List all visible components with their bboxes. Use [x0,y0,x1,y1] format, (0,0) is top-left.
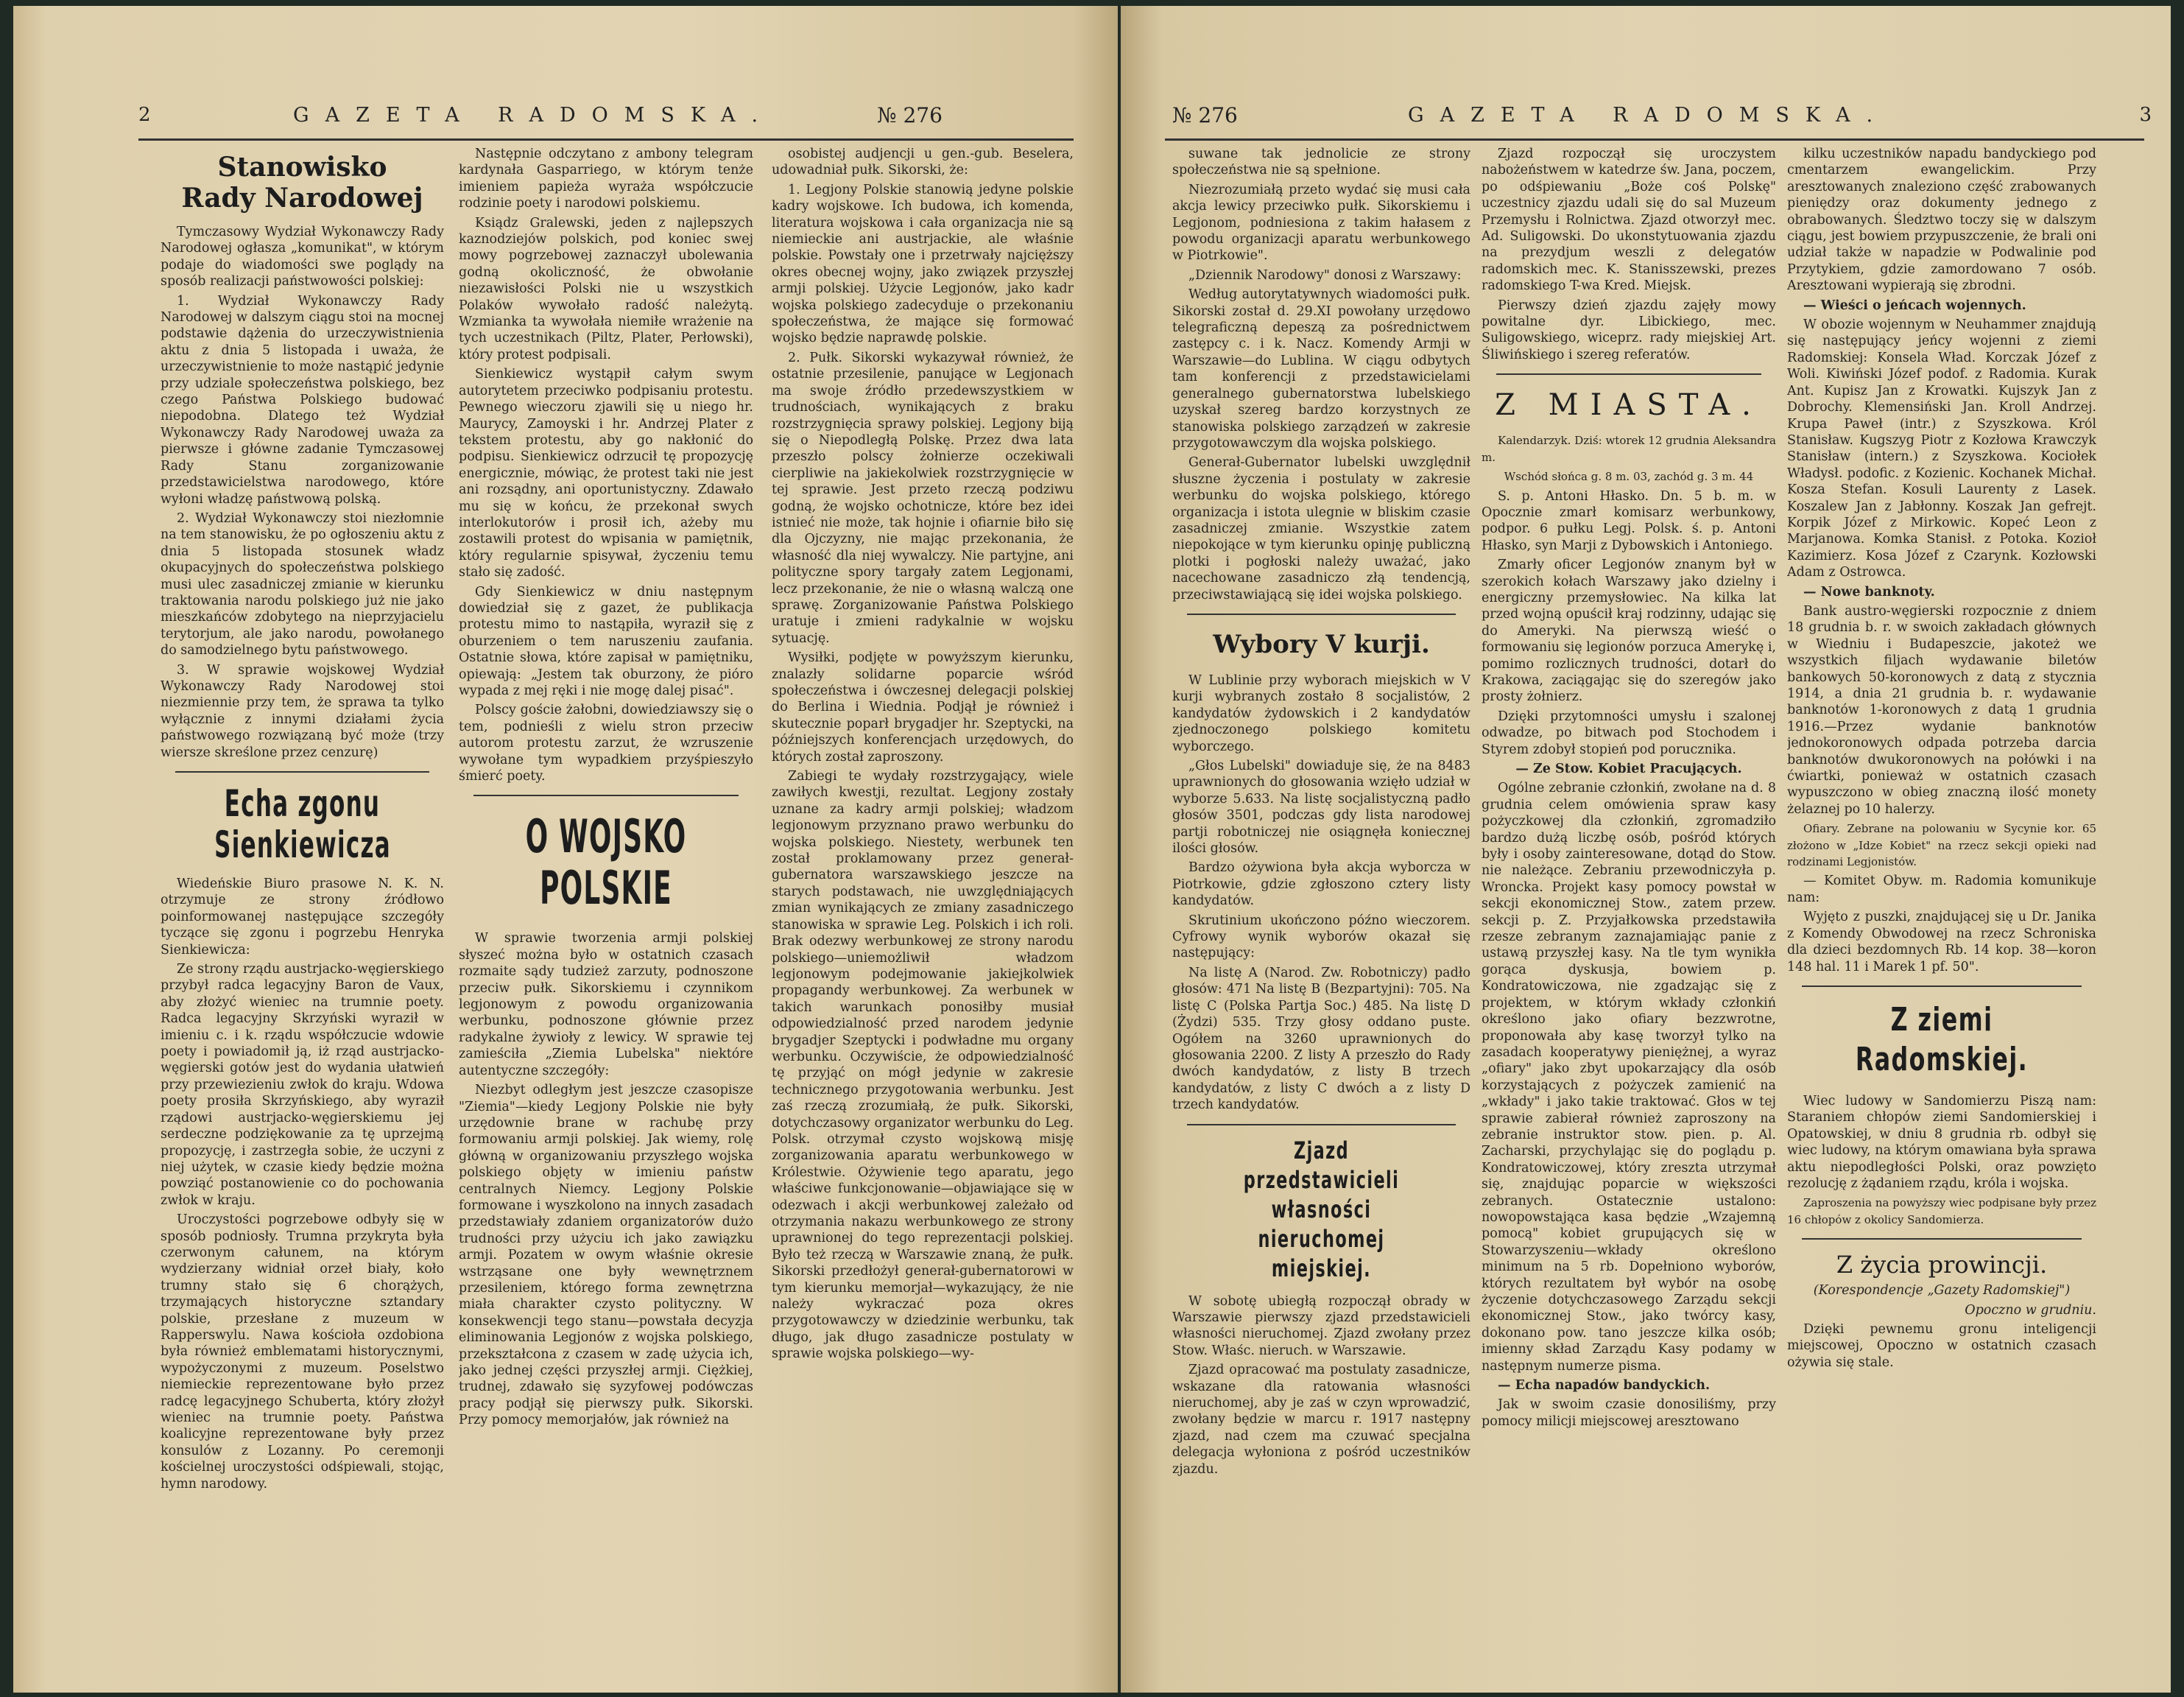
stanowisko-heading: Stanowisko Rady Narodowej [181,152,423,214]
echa-paragraph-1: Wiedeńskie Biuro prasowe N. K. N. otrzymuje ze strony źródłowo poinformowanej następujące szczegóły tyczące się zgonu i pogrzebu Henryka Sienkiewicza: [161,876,444,958]
wybory-paragraph-4: Skrutinium ukończono późno wieczorem. Cyfrowy wynik wyborów okazał się następujący: [1172,913,1470,961]
puszka-paragraph: Wyjęto z puszki, znajdującej się u Dr. Janika z Komendy Obwodowej na rzecz Schroniska dla dzieci bezdomnych Rb. 14 kop. 38—koron 148 hal. 11 i Marek 1 pf. 50". [1787,910,2096,974]
right-column-2 [1482,146,1776,1685]
col3-paragraph-5: Zabiegi te wydały rozstrzygający, wiele zawiłych kwestji, rezultat. Legjony zostały uznane za kadry armji polskiej; władzom legjonowym przyznano prawo werbunku do wojska polskiego. Niestety, werbunek ten został proklamowany przez generał-gubernatora warszawskiego jeszcze na starych podstawach, nie uwzględniających zmian wynikających ze zmiany zasadniczego stanowiska w sprawie Leg. Polskich i ich roli. Brak odezwy werbunkowej ze strony narodu polskiego—uniemożliwił władzom legjonowym podejmowanie jakiejkolwiek propagandy werbunkowej. Za werbunek w takich warunkach ponosiłby musiał odpowiedzialność przed narodem jedynie brygadjer Szeptycki i podwładne mu organy werbunku. Oczywiście, że odpowiedzialność tę przyjąć on mógł jedynie w zakresie technicznego przygotowania werbunku. Jest zaś rzeczą zrozumiałą, że pułk. Sikorski, dotychczasowy organizator werbunku do Leg. Polsk. otrzymał czysto wojskową misję zorganizowania aparatu werbunkowego w Królestwie. Ożywienie tego aparatu, jego właściwe funkcjonowanie—objawiające się w odezwach i akcji werbunkowej zależało od otrzymania nakazu werbunkowego ze strony uprawnionej do tego reprezentacji polskiej. Było też rzeczą w Warszawie znaną, że pułk. Sikorski przedłożył generał-gubernatorowi w tym kierunku memorjał—wykazujący, że nie należy wykraczać poza okres przygotowawczy w dziedzinie werbunku, tak długo, jak długo zasadnicze postulaty w sprawie wojska polskiego—wy- [772,769,1074,1362]
wybory-paragraph-3: Bardzo ożywiona była akcja wyborcza w Piotrkowie, gdzie zgłoszono cztery listy kandydatów. [1172,860,1470,909]
calendar-line-1: Kalendarzyk. Dziś: wtorek 12 grudnia Aleksandra m. [1482,434,1776,464]
right-column-1 [1172,146,1470,1685]
column-separator [175,771,429,773]
left-column-1 [161,146,444,1685]
r-col1-paragraph-5: Generał-Gubernator lubelski uwzględnił słuszne życzenia i postulaty w zakresie werbunku do wojska polskiego, którego organizacja i istota ulegnie w bliskim czasie zasadniczej zmianie. Wszystkie zatem niepokojące w tym kierunku opinję publiczną plotki i pogłoski należy uważać, jako nacechowane zasadniczo złą tendencją, przeciwstawiającą się idei wojska polskiego. [1172,455,1470,602]
hlasko-paragraph-2: Zmarły oficer Legjonów znanym był w szerokich kołach Warszawy jako dzielny i energiczny przemysłowiec. Na kilka lat przed wojną opuścił kraj rodzinny, udając się do Ameryki. Na pierwszą wieść o formowaniu się legionów porzuca Amerykę i, pomimo rozlicznych trudności, dotarł do Krakowa, zaciągając się do szeregów jako prosty żołnierz. [1482,558,1776,705]
col2-paragraph-1: Następnie odczytano z ambony telegram kardynała Gasparriego, w którym tenże imieniem papieża wyraża współczucie rodzinie poety i narodowi polskiemu. [459,147,753,211]
col3-paragraph-4: Wysiłki, podjęte w powyższym kierunku, znalazły solidarne poparcie wśród społeczeństwa i ówczesnej delegacji polskiej do Berlina i Wiednia. Podjął je również i skutecznie poparł brygadjer hr. Szeptycki, na późniejszych konferencjach urzędowych, do których został zaproszony. [772,650,1074,765]
column-separator [1187,614,1456,615]
zjazd-paragraph-2: Zjazd opracować ma postulaty zasadnicze, wskazane dla ratowania własności nieruchomej, aby je zaś w czyn wprowadzić, zwołany będzie w marcu r. 1917 następny zjazd, nad czem ma czuwać specjalna delegacja wyłoniona z pośród uczestników zjazdu. [1172,1363,1470,1477]
left-paper-title: GAZETA RADOMSKA. [293,103,775,127]
komitet-paragraph: — Komitet Obyw. m. Radomia komunikuje nam: [1787,874,2096,905]
right-page-number: 3 [2139,104,2152,126]
hlasko-paragraph-1: S. p. Antoni Hłasko. Dn. 5 b. m. w Opocznie zmarł komisarz werbunkowy, podpor. 6 pułku Legj. Polsk. ś. p. Antoni Hłasko, syn Marji z Dybowskich i Antoniego. [1482,488,1776,553]
col3-paragraph-3: 2. Pułk. Sikorski wykazywał również, że ostatnie przesilenie, panujące w Legjonach ma swoje źródło przedewszystkiem w trudnościach, wynikających z braku rozstrzygnięcia sprawy polskiej. Legjony biją się o Niepodległą Polskę. Przez dwa lata przeszło polscy żołnierze oczekiwali cierpliwie na jakiekolwiek rozstrzygnięcie w tej sprawie. Jest przeto rzeczą podziwu godną, że wojsko ochotnicze, które bez idei istnieć nie może, tak hojnie i ofiarnie biło się dla Ojczyzny, nie mając przekonania, że własność dla niej wywalczy. Nie partyjne, ani polityczne spory targały zatem Legjonami, lecz przekonanie, że nie o własną walczą one sprawę. Zorganizowanie Państwa Polskiego uratuje i zmieni radykalnie w wojsku sytuację. [772,350,1074,646]
column-separator [1187,1124,1456,1125]
stanowisko-point-2: 2. Wydział Wykonawczy stoi niezłomnie na tem stanowisku, że po ogłoszeniu aktu z dnia 5 listopada stosunek władz okupacyjnych do społeczeństwa polskiego musi ulec zasadniczej zmianie w kierunku traktowania narodu polskiego już nie jako mieszkańców zdobytego na nieprzyjacielu terytorjum, ale jako narodu, powołanego do samodzielnego bytu państwowego. [161,510,444,658]
wojsko-paragraph-1: W sprawie tworzenia armji polskiej słyszeć można było w ostatnich czasach rozmaite sądy tudzież zarzuty, podnoszone przeciw pułk. Sikorskiemu i czynnikom legjonowym z powodu organizowania werbunku, podnoszone głównie przez radykalne żywioły z lewicy. W sprawie tej zamieściła „Ziemia Lubelska" niektóre autentyczne szczegóły: [459,931,753,1078]
napady-subheading: — Echa napadów bandyckich. [1498,1378,1711,1394]
left-header-rule [138,138,1074,141]
wybory-paragraph-2: „Głos Lubelski" dowiaduje się, że na 8483 uprawnionych do głosowania wzięło udział w wyborze 5.633. Na listę socjalistyczną padło głosów 3501, podczas gdy lista narodowej partji robotniczej nie osiągnęła koniecznej ilości głosów. [1172,759,1470,857]
ofiary-paragraph: Ofiary. Zebrane na polowaniu w Sycynie kor. 65 złożono w „Idze Kobiet" na rzecz sekcji opieki nad rodzinami Legjonistów. [1787,822,2096,869]
right-issue-number: № 276 [1172,102,1238,127]
r-col3-paragraph-1: kilku uczestników napadu bandyckiego pod cmentarzem ewangelickim. Przy aresztowanych znaleziono część zrabowanych pieniędzy oraz dokumenty jednego z obrabowanych. Śledztwo toczy się w dalszym ciągu, jest bowiem przypuszczenie, że brali oni udział także w napadzie w Podwalinie pod Przytykiem, gdzie zamordowano 7 osób. Aresztowani wypierają się zbrodni. [1787,147,2096,294]
kobiety-subheading: — Ze Stow. Kobiet Pracujących. [1515,762,1742,776]
wybory-heading: Wybory V kurji. [1213,629,1430,659]
echa-heading: Echa zgonu Sienkiewicza [214,782,391,866]
col2-paragraph-3: Sienkiewicz wystąpił całym swym autorytetem przeciwko podpisaniu protestu. Pewnego wieczoru zjawili się u niego hr. Maurycy, Zamoyski i hr. Andrzej Plater z tekstem protestu, aby go nakłonić do podpisu. Sienkiewicz odrzucił tę propozycję energicznie, mówiąc, że protest taki nie jest ani rozsądny, ani oportunistyczny. Zdawało mu się w końcu, że przekonał swych interlokutorów i prosił ich, ażeby mu zostawili protest do wpisania w pamiętnik, który regularnie spisywał, życzeniu temu stało się zadość. [459,367,753,580]
wojsko-heading: O WOJSKO POLSKIE [525,809,687,916]
stanowisko-intro: Tymczasowy Wydział Wykonawczy Rady Narodowej ogłasza „komunikat", w którym podaje do wiadomości swe poglądy na sposób realizacji państwowości polskiej: [161,225,444,289]
r-col1-paragraph-3: „Dziennik Narodowy" donosi z Warszawy: [1188,267,1462,283]
zycie-prowincji-heading: Z życia prowincji. [1836,1251,2048,1279]
column-separator [1802,1238,2082,1240]
zjazd-paragraph-1: W sobotę ubiegłą rozpoczął obrady w Warszawie pierwszy zjazd przedstawicieli własności nieruchomej. Zjazd zwołany przez Stow. Właśc. nieruch. w Warszawie. [1172,1293,1470,1358]
jency-paragraph: W obozie wojennym w Neuhammer znajdują się następujący jeńcy wojenni z ziemi Radomskiej: Konsela Wład. Korczak Józef z Woli. Kiwiński Józef podof. z Radomia. Kurak Ant. Kupisz Jan z Krowatki. Kujszyk Jan z Dobrochy. Klemensiński Jan. Kroll Andrzej. Krupa Paweł (intr.) z Szyszkowa. Król Stanisław. Kugszyg Piotr z Kozłowa Krawczyk Stanisław (intern.) z Szyszkowa. Kociołek Władysł. podofic. z Kozienic. Kochanek Michał. Kosza Stefan. Kosuli Laurenty z Lasek. Koszalew Jan z Jabłonny. Koszak Jan gefrejt. Korpik Józef z Mirkowic. Kopeć Leon z Marjanowa. Komka Stanisł. z Potoka. Kozioł Kazimierz. Kosa Józef z Czarynk. Kozłowski Adam z Ostrowca. [1787,317,2096,580]
right-page [1121,6,2171,1693]
newspaper-spread [13,6,2171,1693]
banknoty-paragraph: Bank austro-węgierski rozpocznie z dniem 18 grudnia b. r. w swoich zakładach głównych w Wiedniu i Budapeszcie, jakoteż we wszystkich filjach wydawanie biletów bankowych 50-koronowych z datą z stycznia 1914, a dnia 21 grudnia b. r. wydawanie banknotów 1-koronowych z datą 1 grudnia 1916.—Przez wydanie banknotów jednokoronowych odpada potrzeba darcia banknotów dwukoronowych na połówki i na ćwiartki, ponieważ w ostatnich czasach wypuszczono w obieg znaczną ilość monety żelaznej po 10 halerzy. [1787,603,2096,817]
r-col1-paragraph-4: Według autorytatywnych wiadomości pułk. Sikorski został d. 29.XI powołany urzędowo telegraficzną depeszą za pośrednictwem zastępcy c. i k. Nacz. Komendy Armji w Warszawie—do Lublina. W ciągu odbytych tam konferencji z przedstawicielami generalnego gubernatorstwa lubelskiego uzyskał szereg bardzo korzystnych ze stanowiska polskiego zarządzeń w zakresie przygotowawczym dla wojska polskiego. [1172,287,1470,451]
wybory-paragraph-5: Na listę A (Narod. Zw. Robotniczy) padło głosów: 471 Na listę B (Bezpartyjni): 705. Na listę C (Polska Partja Soc.) 485. Na listę D (Żydzi) 535. Trzy głosy oddano puste. Ogółem na 3260 uprawnionych do głosowania 2200. Z listy A przeszło do Rady dwóch kandydatów, z listy B trzech kandydatów, z listy C dwóch a z listy D trzech kandydatów. [1172,965,1470,1113]
col2-paragraph-4: Gdy Sienkiewicz w dniu następnym dowiedział się z gazet, że publikacja protestu mimo to nastąpiła, wyraził się z oburzeniem o tem naruszeniu zaufania. Ostatnie słowa, które zapisał w pamiętniku, opiewają: „Jestem tak oburzony, że pióro wypada z mej ręki i nie mogę dalej pisać". [459,584,753,698]
left-issue-number: № 276 [877,102,943,127]
napady-paragraph: Jak w swoim czasie donosiliśmy, przy pomocy milicji miejscowej aresztowano [1482,1397,1776,1429]
column-separator [1802,985,2082,987]
left-page [13,6,1118,1693]
right-column-3 [1787,146,2096,1685]
opoczno-dateline: Opoczno w grudniu. [1965,1302,2096,1318]
right-paper-title: GAZETA RADOMSKA. [1408,103,1889,127]
column-separator [473,795,739,796]
r-col1-paragraph-2: Niezrozumiałą przeto wydać się musi cała akcja lewicy przeciwko pułk. Sikorskiemu i Legjonom, podniesiona z takim hałasem z powodu organizacji aparatu werbunkowego w Piotrkowie". [1172,182,1470,264]
ziemia-radomska-heading: Z ziemi Radomskiej. [1855,1000,2029,1078]
jency-subheading: — Wieści o jeńcach wojennych. [1803,298,2026,313]
zjazd-heading: Zjazd przedstawicieli własności nieruchomej miejskiej. [1243,1136,1400,1282]
stanowisko-point-3: 3. W sprawie wojskowej Wydział Wykonawczy Rady Narodowej stoi niezmiennie przy tem, że sprawa ta tylko wyłącznie z innymi działami życia państwowego rozwiązaną być może (trzy wiersze skreślone przez cenzurę) [161,662,444,760]
z-miasta-heading: Z MIASTA. [1495,388,1763,423]
col2-paragraph-5: Polscy goście żałobni, dowiedziawszy się o tem, podnieśli z wielu stron przeciw autorom protestu zarzut, że wzruszenie wywołane tym wypadkiem przyśpieszyło śmierć poety. [459,703,753,784]
right-page-header [1172,93,2152,137]
r-col1-paragraph-1: suwane tak jednolicie ze strony społeczeństwa nie są spełnione. [1172,147,1470,178]
hlasko-paragraph-3: Dzięki przytomności umysłu i szalonej odwadze, po bitwach pod Stochodem i Styrem zdobył stopień pod porucznika. [1482,709,1776,757]
stanowisko-point-1: 1. Wydział Wykonawczy Rady Narodowej w dalszym ciągu stoi na mocnej podstawie dążenia do urzeczywistnienia aktu z dnia 5 listopada i uważa, że urzeczywistnienie to może nastąpić jedynie przy udziale społeczeństwa polskiego, bez czego Państwa Polskiego budować niepodobna. Dlatego też Wydział Wykonawczy Rady Narodowej uważa za pierwsze i główne zadanie Tymczasowej Rady Stanu zorganizowanie przedstawicielstwa narodowego, które wyłoni władzę państwową polską. [161,293,444,507]
korespondencje-subheading: (Korespondencje „Gazety Radomskiej") [1813,1283,2071,1299]
left-column-2 [459,146,753,1685]
banknoty-subheading: — Nowe banknoty. [1803,584,1935,600]
left-page-number: 2 [138,104,151,126]
echa-paragraph-2: Ze strony rządu austrjacko-węgierskiego przybył radca legacyjny Baron de Vaux, aby złożyć wieniec na trumnie poety. Radca legacyjny Skrzyński wyraził w imieniu c. i k. rządu współczucie wdowie poety i powiadomił ją, iż rząd austrjacko-węgierski gotów jest do wydania ułatwień przy przewiezieniu zwłok do kraju. Wdowa poety prosiła Skrzyńskiego, aby wyraził rządowi austrjacko-węgierskiemu jej serdeczne podziękowanie za tę uprzejmą propozycję, i zastrzegła sobie, że uczyni z niej użytek, w czasie kiedy będzie można powziąć postanowienie co do pochowania zwłok w kraju. [161,962,444,1208]
wybory-paragraph-1: W Lublinie przy wyborach miejskich w V kurji wybranych zostało 8 socjalistów, 2 kandydatów żydowskich i 2 kandydatów zjednoczonego polskiego komitetu wyborczego. [1172,672,1470,754]
opoczno-paragraph: Dzięki pewnemu gronu inteligencji miejscowej, Opoczno w ostatnich czasach ożywia się stale. [1787,1321,2096,1370]
col3-paragraph-1: osobistej audjencji u gen.-gub. Beselera, udowadniał pułk. Sikorski, że: [772,147,1074,178]
wojsko-paragraph-2: Niezbyt odległym jest jeszcze czasopisze "Ziemia"—kiedy Legjony Polskie nie były urzędownie brane w rachubę przy formowaniu armji polskiej. Jak wiemy, rolę główną w organizowaniu przyszłego wojska polskiego objęty w imieniu państw centralnych Niemcy. Legjony Polskie formowane i wyszkolono na innych zasadach przedstawiały zdaniem organizatorów dużo trudności przy użyciu ich jako zawiązku armji. Pozatem w owym właśnie okresie wstrząsane one były wewnętrznem przesileniem, którego forma zewnętrzna miała charakter czysto polityczny. W konsekwencji tego stanu—powstała decyzja eliminowania Legjonów z wojska polskiego, przekształcona z czasem w zadę użycia ich, jako jednej części przyszłej armji. Ciężkiej, trudnej, zdawało się syzyfowej podówczas pracy podjął się pierwszy pułk. Sikorski. Przy pomocy memorjałów, jak również na [459,1083,753,1428]
right-header-rule [1165,138,2144,141]
wiec-paragraph-2: Zaproszenia na powyższy wiec podpisane były przez 16 chłopów z okolicy Sandomierza. [1787,1196,2096,1226]
col3-paragraph-2: 1. Legjony Polskie stanowią jedyne polskie kadry wojskowe. Ich budowa, ich komenda, literatura wojskowa i cała organizacja nie są niemieckie ani austrjackie, ale właśnie polskie. Powstały one i przetrwały najcięższy okres obecnej wojny, jako związek przyszłej armji polskiej. Użycie Legjonów, jako kadr wojska polskiego zadecyduje o przekonaniu społeczeństwa, że mające się formować wojsko będzie naprawdę polskie. [772,182,1074,346]
r-col2-paragraph-1: Zjazd rozpoczął się uroczystem nabożeństwem w katedrze św. Jana, poczem, po odśpiewaniu „Boże coś Polskę" uczestnicy zjazdu udali się do sal Muzeum Przemysłu i Rolnictwa. Zjazd otworzył mec. Ad. Suligowski. Do ukonstytuowania zjazdu na prezydjum weszli z delegatów radomskich mec. K. Stanisszewski, prezes radomskiego T-wa Kred. Miejsk. [1482,147,1776,294]
col2-paragraph-2: Ksiądz Gralewski, jeden z najlepszych kaznodziejów polskich, pod koniec swej mowy pogrzebowej zaznaczył ubolewania godną okoliczność, że obwołanie niezawisłości Polski nie u wszystkich Polaków wywołało radość należytą. Wzmianka ta wywołała niemiłe wrażenie na tych uczestnikach (Piltz, Plater, Perłowski), który protest podpisali. [459,215,753,362]
r-col2-paragraph-2: Pierwszy dzień zjazdu zajęły mowy powitalne dyr. Libickiego, mec. Suligowskiego, wiceprz. rady miejskiej Art. Śliwińskiego i szereg referatów. [1482,298,1776,362]
wiec-paragraph-1: Wiec ludowy w Sandomierzu Piszą nam: Staraniem chłopów ziemi Sandomierskiej i Opatowskiej, w dniu 8 grudnia rb. odbył się wiec ludowy, na którym omawiana była sprawa aktu niepodległości Polski, oraz powzięto rezolucję z żądaniem rządu, króla i wojska. [1787,1093,2096,1191]
left-page-header [138,93,1059,137]
kobiety-paragraph: Ogólne zebranie członkiń, zwołane na d. 8 grudnia celem omówienia spraw kasy pożyczkowej dla członkiń, zgromadziło bardzo dużą liczbę osób, pośród których były i osoby zainteresowane, dotąd do Stow. nie należące. Zebraniu przewodniczyła p. Wroncka. Projekt kasy pomocy powstał w sekcji ekonomicznej Stow., zatem przew. sekcji p. Z. Przyjałkowska przedstawiła rzesze zebranym zaznajamiając panie z ustawą przyszłej kasy. Na tle tym wynikła gorąca dyskusja, bowiem p. Kondratowiczowa, nie zgadzając się z projektem, w którym wkłady członkiń określono jako ofiary bezzwrotne, proponowała aby kasę tworzył tylko na zasadach kooperatywy pieniężnej, a wyraz „ofiary" jako zbyt upokarzający dla osób korzystających z pożyczek zamienić na „wkłady" i jako takie traktować. Głos w tej sprawie zabierał również zaproszony na zebranie instruktor stow. pien. p. Al. Zacharski, przychylając się do poglądu p. Kondratowiczowej, który zreszta utrzymał się, znajdując poparcie w większości zebranych. Ostatecznie ustalono: nowopowstająca kasa będzie „Wzajemną pomocą" kobiet grupujących się w Stowarzyszeniu—wkłady określono minimum na 5 rb. Dopełniono wyborów, których rezultatem był wybór na osobę życzenie dotychczasowego Zarządu sekcji ekonomicznej Stow., jako twórcy kasy, dokonano pow. tano jeszcze kilka osób; imienny skład Zarządu Kasy podamy w następnym numerze pisma. [1482,781,1776,1374]
left-column-3 [772,146,1074,1685]
echa-paragraph-3: Uroczystości pogrzebowe odbyły się w sposób podniosły. Trumna przykryta była czerwonym całunem, na którym wydzierzany widniał orzeł biały, koło trumny stało się 6 chorążych, trzymających historyczne sztandary polskie, przesłane z muzeum w Rapperswylu. Nawa kościoła ozdobiona była również emblematami historycznymi, wypożyczonymi z muzeum. Poselstwo niemieckie reprezentowane było przez radcę legacyjnego Schuberta, który złożył wieniec na trumnie poety. Państwa koalicyjne reprezentowane były przez konsulów z Lozanny. Po ceremonji kościelnej uroczystości odśpiewali, stojąc, hymn narodowy. [161,1212,444,1492]
calendar-line-2: Wschód słońca g. 8 m. 03, zachód g. 3 m. 44 [1504,470,1754,484]
column-separator [1496,373,1761,375]
